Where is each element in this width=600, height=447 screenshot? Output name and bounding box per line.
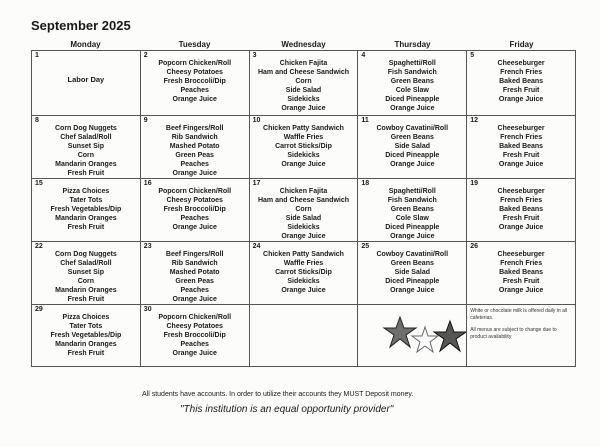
day-number: 15 bbox=[35, 180, 43, 187]
day-number: 24 bbox=[252, 243, 261, 250]
menu-item: Tater Tots bbox=[69, 323, 103, 330]
day-cell bbox=[32, 179, 141, 242]
menu-items-list bbox=[467, 124, 575, 169]
menu-item: Corn bbox=[295, 206, 312, 213]
menu-item: Cowboy Cavatini/Roll bbox=[376, 125, 449, 132]
day-number: 25 bbox=[361, 243, 370, 250]
menu-item: Orange Juice bbox=[281, 161, 326, 168]
day-number: 17 bbox=[252, 180, 261, 187]
day-number: 29 bbox=[35, 306, 43, 313]
menu-item: Cheeseburger bbox=[497, 60, 545, 67]
day-number: 30 bbox=[143, 306, 152, 313]
menu-item: Corn bbox=[77, 278, 95, 285]
menu-item: Fresh Broccoli/Dip bbox=[163, 332, 226, 339]
menu-item: Orange Juice bbox=[172, 224, 217, 231]
menu-item: Cole Slaw bbox=[395, 215, 429, 222]
menu-item: Fish Sandwich bbox=[387, 69, 437, 76]
week-row bbox=[32, 242, 576, 305]
menu-item: Rib Sandwich bbox=[171, 134, 218, 141]
menu-item: Baked Beans bbox=[499, 78, 544, 85]
menu-item: Sidekicks bbox=[287, 224, 320, 231]
menu-item: Popcorn Chicken/Roll bbox=[158, 314, 232, 321]
menu-items-list bbox=[141, 313, 249, 358]
week-row bbox=[32, 305, 576, 367]
menu-item: Peaches bbox=[180, 215, 209, 222]
menu-item: Ham and Cheese Sandwich bbox=[257, 197, 349, 204]
menu-items-list bbox=[358, 59, 466, 113]
menu-item: Cheesy Potatoes bbox=[166, 323, 223, 330]
day-cell bbox=[358, 242, 467, 305]
day-cell bbox=[140, 116, 249, 179]
menu-items-list bbox=[250, 187, 358, 241]
day-cell bbox=[32, 116, 141, 179]
weekday-friday: Friday bbox=[509, 40, 534, 49]
menu-item: Spaghetti/Roll bbox=[388, 188, 436, 195]
menu-items-list bbox=[32, 313, 140, 358]
menu-item: Orange Juice bbox=[281, 287, 326, 294]
day-number: 16 bbox=[143, 180, 152, 187]
menu-item: French Fries bbox=[500, 134, 543, 141]
day-cell bbox=[467, 242, 576, 305]
menu-item: Cheeseburger bbox=[497, 125, 545, 132]
menu-item: Fresh Fruit bbox=[502, 87, 540, 94]
day-number: 9 bbox=[143, 117, 148, 124]
menu-item: Corn Dog Nuggets bbox=[54, 125, 117, 132]
menu-items-list bbox=[32, 124, 140, 178]
day-cell bbox=[32, 242, 141, 305]
menu-items-list bbox=[141, 250, 249, 304]
menu-item: French Fries bbox=[500, 69, 543, 76]
day-cell bbox=[140, 179, 249, 242]
menu-item: Carrot Sticks/Dip bbox=[275, 269, 332, 276]
week-row bbox=[32, 51, 576, 116]
menu-item: Fresh Fruit bbox=[67, 224, 105, 231]
day-number: 2 bbox=[143, 52, 148, 59]
menu-items-list bbox=[250, 250, 358, 295]
menu-items-list bbox=[358, 124, 466, 169]
day-cell bbox=[249, 51, 358, 116]
day-number: 22 bbox=[35, 243, 43, 250]
day-cell bbox=[358, 116, 467, 179]
day-cell bbox=[140, 242, 249, 305]
menu-item: Mandarin Oranges bbox=[55, 215, 117, 222]
accounts-notice: All students have accounts. In order to utilize their accounts they MUST Deposit money. bbox=[142, 391, 414, 398]
menu-item: Sidekicks bbox=[287, 96, 320, 103]
menu-items-list bbox=[467, 187, 575, 232]
menu-item: Orange Juice bbox=[172, 296, 217, 303]
day-number: 23 bbox=[143, 243, 152, 250]
day-cell bbox=[467, 51, 576, 116]
day-number: 4 bbox=[361, 52, 366, 59]
menu-items-list bbox=[467, 250, 575, 295]
menu-item: Green Beans bbox=[390, 134, 434, 141]
menu-item: Diced Pineapple bbox=[385, 278, 440, 285]
menu-item: Baked Beans bbox=[499, 206, 544, 213]
menu-item: Fresh Fruit bbox=[67, 170, 105, 177]
menu-item: Waffle Fries bbox=[283, 134, 324, 141]
holiday-label: Labor Day bbox=[67, 75, 105, 84]
menu-notes bbox=[467, 305, 575, 341]
day-cell bbox=[249, 242, 358, 305]
menu-item: Fresh Fruit bbox=[67, 296, 105, 303]
day-number: 18 bbox=[361, 180, 370, 187]
menu-item: Peaches bbox=[180, 341, 209, 348]
day-number: 8 bbox=[35, 117, 39, 124]
menu-item: Orange Juice bbox=[390, 287, 435, 294]
menu-item: Cheesy Potatoes bbox=[166, 197, 223, 204]
menu-item: Cheesy Potatoes bbox=[166, 69, 223, 76]
menu-item: Fresh Fruit bbox=[67, 350, 105, 357]
menu-item: Mandarin Oranges bbox=[55, 161, 117, 168]
equal-opportunity-statement: "This institution is an equal opportunity provider" bbox=[180, 404, 394, 415]
day-cell bbox=[140, 51, 249, 116]
menu-item: Baked Beans bbox=[499, 143, 544, 150]
menu-item: Sunset Sip bbox=[67, 143, 104, 150]
menu-item: Chicken Patty Sandwich bbox=[263, 125, 344, 132]
menu-item: Corn bbox=[295, 78, 312, 85]
menu-item: Fresh Broccoli/Dip bbox=[163, 206, 226, 213]
menu-item: Pizza Choices bbox=[62, 314, 110, 321]
menu-item: Orange Juice bbox=[498, 96, 544, 103]
menu-item: Rib Sandwich bbox=[171, 260, 218, 267]
menu-item: Side Salad bbox=[394, 143, 430, 150]
menu-item: Side Salad bbox=[285, 215, 322, 222]
menu-item: Beef Fingers/Roll bbox=[165, 125, 224, 132]
menu-item: Mashed Potato bbox=[169, 269, 220, 276]
weekday-tuesday: Tuesday bbox=[178, 40, 211, 49]
menu-item: Green Peas bbox=[175, 152, 214, 159]
menu-item: Fresh Fruit bbox=[502, 215, 540, 222]
menu-item: Tater Tots bbox=[69, 197, 103, 204]
calendar-title: September 2025 bbox=[31, 18, 131, 33]
menu-item: Green Beans bbox=[390, 78, 434, 85]
menu-item: Corn Dog Nuggets bbox=[54, 251, 117, 258]
menu-item: Orange Juice bbox=[498, 161, 544, 168]
menu-item: Diced Pineapple bbox=[385, 224, 440, 231]
menu-item: Orange Juice bbox=[281, 105, 326, 112]
menu-item: Baked Beans bbox=[499, 269, 544, 276]
menu-items-list bbox=[358, 250, 466, 295]
menu-items-list bbox=[250, 59, 358, 113]
menu-item: Pizza Choices bbox=[62, 188, 110, 195]
menu-calendar-grid bbox=[31, 50, 576, 367]
weekday-thursday: Thursday bbox=[394, 40, 431, 49]
menu-item: Cheeseburger bbox=[497, 188, 545, 195]
day-cell bbox=[467, 305, 576, 367]
day-number: 5 bbox=[470, 52, 475, 59]
menu-item: Orange Juice bbox=[390, 105, 435, 112]
menu-item: Mandarin Oranges bbox=[55, 287, 117, 294]
menu-item: Green Beans bbox=[390, 260, 434, 267]
menu-item: Cowboy Cavatini/Roll bbox=[376, 251, 449, 258]
day-cell bbox=[358, 179, 467, 242]
menu-item: Chicken Fajita bbox=[279, 188, 328, 195]
day-number: 11 bbox=[361, 117, 369, 124]
day-number: 3 bbox=[252, 52, 257, 59]
day-number: 10 bbox=[252, 117, 261, 124]
menu-item: Cheeseburger bbox=[497, 251, 545, 258]
menu-items-list bbox=[32, 187, 140, 232]
menu-item: Carrot Sticks/Dip bbox=[275, 143, 332, 150]
menu-item: Fresh Vegetables/Dip bbox=[50, 206, 122, 213]
menu-item: Beef Fingers/Roll bbox=[165, 251, 224, 258]
day-cell bbox=[140, 305, 249, 367]
menu-note: All menus are subject to change due to product availability bbox=[470, 327, 557, 340]
menu-item: Peaches bbox=[180, 161, 209, 168]
menu-item: Orange Juice bbox=[390, 161, 435, 168]
menu-item: Mandarin Oranges bbox=[55, 341, 117, 348]
menu-item: Peaches bbox=[180, 287, 209, 294]
day-cell bbox=[249, 179, 358, 242]
menu-item: Ham and Cheese Sandwich bbox=[257, 69, 349, 76]
day-cell bbox=[32, 305, 141, 367]
menu-item: Popcorn Chicken/Roll bbox=[158, 188, 232, 195]
day-cell bbox=[358, 51, 467, 116]
week-row bbox=[32, 179, 576, 242]
day-cell bbox=[467, 116, 576, 179]
day-number: 1 bbox=[35, 52, 39, 59]
day-number: 26 bbox=[470, 243, 478, 250]
menu-item: Green Peas bbox=[175, 278, 214, 285]
menu-items-list bbox=[467, 59, 575, 104]
menu-items-list bbox=[141, 59, 249, 104]
day-cell bbox=[467, 179, 576, 242]
menu-item: Mashed Potato bbox=[169, 143, 220, 150]
menu-items-list bbox=[141, 187, 249, 232]
menu-items-list bbox=[358, 187, 466, 241]
menu-item: Side Salad bbox=[285, 87, 322, 94]
menu-item: Orange Juice bbox=[172, 96, 217, 103]
menu-item: Corn bbox=[77, 152, 95, 159]
menu-item: Sidekicks bbox=[287, 152, 320, 159]
menu-item: Fresh Broccoli/Dip bbox=[163, 78, 226, 85]
menu-item: Diced Pineapple bbox=[385, 152, 440, 159]
menu-item: Chef Salad/Roll bbox=[60, 260, 112, 267]
day-cell bbox=[358, 305, 467, 367]
day-cell bbox=[249, 305, 358, 367]
menu-item: French Fries bbox=[500, 197, 543, 204]
menu-item: Peaches bbox=[180, 87, 209, 94]
menu-item: Fresh Vegetables/Dip bbox=[50, 332, 122, 339]
menu-item: Sunset Sip bbox=[67, 269, 104, 276]
menu-item: Waffle Fries bbox=[283, 260, 324, 267]
menu-item: Spaghetti/Roll bbox=[388, 60, 436, 67]
stars-decoration-icon bbox=[380, 311, 466, 361]
day-cell bbox=[32, 51, 141, 116]
day-number: 19 bbox=[470, 180, 478, 187]
menu-items-list bbox=[32, 250, 140, 304]
menu-item: Fish Sandwich bbox=[387, 197, 437, 204]
menu-note: White or chocolate milk is offered daily in all cafeterias. bbox=[470, 308, 568, 321]
menu-item: French Fries bbox=[500, 260, 543, 267]
menu-item: Orange Juice bbox=[172, 170, 217, 177]
weekday-monday: Monday bbox=[70, 40, 101, 49]
menu-items-list bbox=[141, 124, 249, 178]
menu-item: Sidekicks bbox=[287, 278, 320, 285]
menu-items-list bbox=[250, 124, 358, 169]
menu-item: Orange Juice bbox=[172, 350, 217, 357]
menu-item: Diced Pineapple bbox=[385, 96, 440, 103]
menu-item: Cole Slaw bbox=[395, 87, 429, 94]
week-row bbox=[32, 116, 576, 179]
day-number: 12 bbox=[470, 117, 478, 124]
menu-item: Chef Salad/Roll bbox=[60, 134, 112, 141]
menu-item: Orange Juice bbox=[390, 233, 435, 240]
menu-item: Orange Juice bbox=[281, 233, 326, 240]
weekday-wednesday: Wednesday bbox=[281, 40, 326, 49]
menu-item: Orange Juice bbox=[498, 287, 544, 294]
menu-item: Chicken Fajita bbox=[279, 60, 328, 67]
menu-item: Orange Juice bbox=[498, 224, 544, 231]
menu-item: Chicken Patty Sandwich bbox=[263, 251, 344, 258]
day-cell bbox=[249, 116, 358, 179]
menu-item: Side Salad bbox=[394, 269, 430, 276]
menu-item: Fresh Fruit bbox=[502, 152, 540, 159]
menu-item: Fresh Fruit bbox=[502, 278, 540, 285]
menu-item: Popcorn Chicken/Roll bbox=[158, 60, 232, 67]
menu-item: Green Beans bbox=[390, 206, 434, 213]
